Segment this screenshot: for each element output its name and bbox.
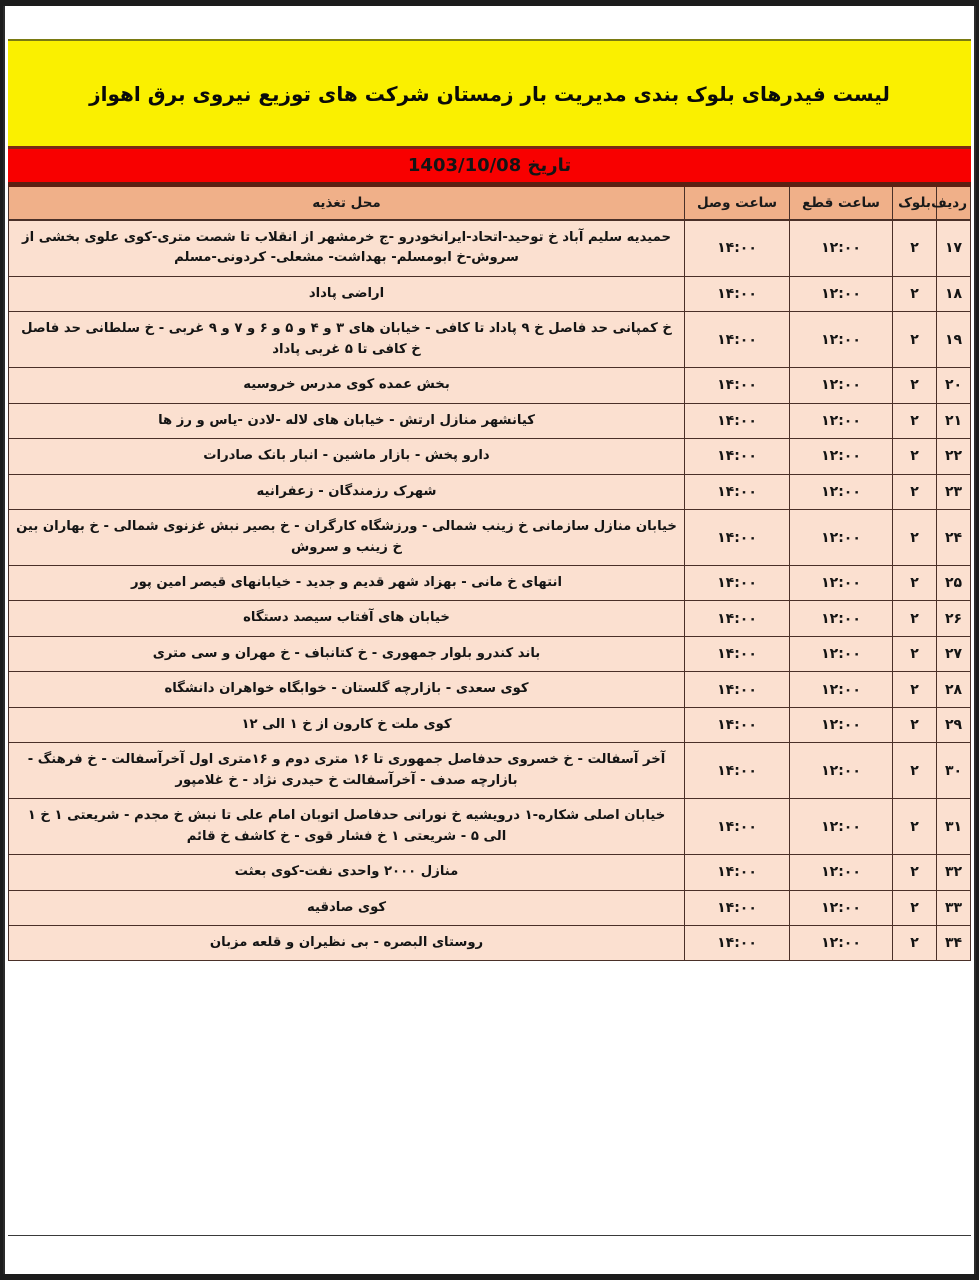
cell-row-number: ۱۷ xyxy=(937,220,971,276)
table-row xyxy=(9,672,971,707)
table-row xyxy=(9,510,971,566)
cell-supply-location: باند کندرو بلوار جمهوری - خ کتانباف - خ مهران و سی متری xyxy=(9,636,685,671)
cell-supply-location: خیابان اصلی شکاره-۱ درویشیه خ نورانی حدفاصل اتوبان امام علی تا نبش خ مجدم - شریعتی ۱ خ ۱ الی ۵ - شریعتی ۱ خ فشار قوی - خ کاشف خ قائم xyxy=(9,799,685,855)
table-row xyxy=(9,925,971,960)
column-header-outage-end: ساعت وصل xyxy=(685,186,790,220)
column-header-block: بلوک xyxy=(893,186,937,220)
title-banner xyxy=(8,39,971,149)
cell-outage-start: ۱۲:۰۰ xyxy=(790,707,893,742)
cell-outage-end: ۱۴:۰۰ xyxy=(685,636,790,671)
cell-block-number: ۲ xyxy=(893,890,937,925)
cell-block-number: ۲ xyxy=(893,368,937,403)
cell-row-number: ۳۰ xyxy=(937,743,971,799)
cell-outage-end: ۱۴:۰۰ xyxy=(685,855,790,890)
cell-row-number: ۳۴ xyxy=(937,925,971,960)
cell-supply-location: بخش عمده کوی مدرس خروسیه xyxy=(9,368,685,403)
cell-block-number: ۲ xyxy=(893,510,937,566)
cell-block-number: ۲ xyxy=(893,403,937,438)
table-row xyxy=(9,368,971,403)
cell-supply-location: کوی ملت خ کارون از خ ۱ الی ۱۲ xyxy=(9,707,685,742)
cell-supply-location: خیابان منازل سازمانی خ زینب شمالی - ورزشگاه کارگران - خ بصیر نبش غزنوی شمالی - خ بهاران بین خ زینب و سروش xyxy=(9,510,685,566)
cell-block-number: ۲ xyxy=(893,707,937,742)
cell-supply-location: شهرک رزمندگان - زعفرانیه xyxy=(9,474,685,509)
cell-row-number: ۱۹ xyxy=(937,312,971,368)
cell-outage-start: ۱۲:۰۰ xyxy=(790,890,893,925)
date-banner xyxy=(8,149,971,185)
cell-outage-start: ۱۲:۰۰ xyxy=(790,601,893,636)
cell-outage-start: ۱۲:۰۰ xyxy=(790,474,893,509)
table-row xyxy=(9,403,971,438)
cell-supply-location: انتهای خ مانی - بهزاد شهر قدیم و جدید - خیابانهای قیصر امین پور xyxy=(9,565,685,600)
cell-supply-location: کیانشهر منازل ارتش - خیابان های لاله -لادن -یاس و رز ها xyxy=(9,403,685,438)
date-label: تاریخ 1403/10/08 xyxy=(407,155,572,176)
cell-block-number: ۲ xyxy=(893,474,937,509)
cell-supply-location: منازل ۲۰۰۰ واحدی نفت-کوی بعثت xyxy=(9,855,685,890)
cell-row-number: ۱۸ xyxy=(937,276,971,311)
cell-row-number: ۲۸ xyxy=(937,672,971,707)
cell-block-number: ۲ xyxy=(893,565,937,600)
table-row xyxy=(9,799,971,855)
table-row xyxy=(9,565,971,600)
cell-outage-start: ۱۲:۰۰ xyxy=(790,220,893,276)
table-row xyxy=(9,601,971,636)
page-title: لیست فیدرهای بلوک بندی مدیریت بار زمستان شرکت های توزیع نیروی برق اهواز xyxy=(89,81,890,106)
cell-block-number: ۲ xyxy=(893,672,937,707)
column-header-row: ردیف xyxy=(937,186,971,220)
top-white-margin xyxy=(5,6,974,39)
cell-supply-location: کوی سعدی - بازارچه گلستان - خوابگاه خواهران دانشگاه xyxy=(9,672,685,707)
cell-block-number: ۲ xyxy=(893,220,937,276)
cell-outage-end: ۱۴:۰۰ xyxy=(685,510,790,566)
table-row xyxy=(9,636,971,671)
cell-outage-end: ۱۴:۰۰ xyxy=(685,925,790,960)
cell-row-number: ۲۰ xyxy=(937,368,971,403)
cell-outage-end: ۱۴:۰۰ xyxy=(685,368,790,403)
cell-outage-end: ۱۴:۰۰ xyxy=(685,672,790,707)
cell-outage-start: ۱۲:۰۰ xyxy=(790,855,893,890)
cell-outage-end: ۱۴:۰۰ xyxy=(685,565,790,600)
bottom-edge-strip xyxy=(0,1274,979,1280)
cell-outage-end: ۱۴:۰۰ xyxy=(685,220,790,276)
cell-supply-location: خیابان های آفتاب سیصد دستگاه xyxy=(9,601,685,636)
cell-supply-location: دارو پخش - بازار ماشین - انبار بانک صادرات xyxy=(9,439,685,474)
column-header-location: محل تغذیه xyxy=(9,186,685,220)
table-row xyxy=(9,707,971,742)
cell-supply-location: اراضی پاداد xyxy=(9,276,685,311)
table-row xyxy=(9,439,971,474)
cell-supply-location: روستای البصره - بی نظیران و قلعه مزبان xyxy=(9,925,685,960)
cell-row-number: ۲۲ xyxy=(937,439,971,474)
cell-outage-end: ۱۴:۰۰ xyxy=(685,403,790,438)
cell-outage-start: ۱۲:۰۰ xyxy=(790,743,893,799)
cell-outage-start: ۱۲:۰۰ xyxy=(790,276,893,311)
cell-outage-end: ۱۴:۰۰ xyxy=(685,601,790,636)
cell-supply-location: خ کمپانی حد فاصل خ ۹ پاداد تا کافی - خیابان های ۳ و ۴ و ۵ و ۶ و ۷ و ۹ غربی - خ سلطانی حد فاصل خ کافی تا ۵ غربی پاداد xyxy=(9,312,685,368)
document-sheet xyxy=(3,6,976,1274)
cell-block-number: ۲ xyxy=(893,743,937,799)
table-row xyxy=(9,474,971,509)
cell-outage-start: ۱۲:۰۰ xyxy=(790,510,893,566)
cell-row-number: ۲۵ xyxy=(937,565,971,600)
cell-outage-end: ۱۴:۰۰ xyxy=(685,439,790,474)
cell-outage-start: ۱۲:۰۰ xyxy=(790,672,893,707)
cell-row-number: ۲۱ xyxy=(937,403,971,438)
column-header-outage-start: ساعت قطع xyxy=(790,186,893,220)
table-row xyxy=(9,220,971,276)
bottom-white-margin xyxy=(8,1235,971,1274)
cell-outage-start: ۱۲:۰۰ xyxy=(790,368,893,403)
cell-outage-end: ۱۴:۰۰ xyxy=(685,474,790,509)
table-body xyxy=(9,220,971,961)
cell-outage-start: ۱۲:۰۰ xyxy=(790,312,893,368)
cell-outage-start: ۱۲:۰۰ xyxy=(790,403,893,438)
cell-block-number: ۲ xyxy=(893,601,937,636)
cell-outage-end: ۱۴:۰۰ xyxy=(685,743,790,799)
cell-block-number: ۲ xyxy=(893,636,937,671)
cell-row-number: ۳۲ xyxy=(937,855,971,890)
cell-supply-location: کوی صادقیه xyxy=(9,890,685,925)
cell-supply-location: آخر آسفالت - خ خسروی حدفاصل جمهوری تا ۱۶ متری دوم و ۱۶متری اول آخرآسفالت - خ فرهنگ - بازارچه صدف - آخرآسفالت خ حیدری نژاد - خ غلامپور xyxy=(9,743,685,799)
table-header-row xyxy=(9,186,971,220)
cell-outage-start: ۱۲:۰۰ xyxy=(790,925,893,960)
cell-block-number: ۲ xyxy=(893,439,937,474)
cell-row-number: ۳۳ xyxy=(937,890,971,925)
cell-block-number: ۲ xyxy=(893,799,937,855)
table-header xyxy=(9,186,971,220)
table-row xyxy=(9,855,971,890)
cell-block-number: ۲ xyxy=(893,925,937,960)
cell-outage-start: ۱۲:۰۰ xyxy=(790,636,893,671)
cell-outage-start: ۱۲:۰۰ xyxy=(790,439,893,474)
cell-block-number: ۲ xyxy=(893,276,937,311)
cell-outage-start: ۱۲:۰۰ xyxy=(790,799,893,855)
cell-block-number: ۲ xyxy=(893,312,937,368)
cell-row-number: ۲۴ xyxy=(937,510,971,566)
table-row xyxy=(9,743,971,799)
schedule-table-wrapper xyxy=(8,185,971,1235)
cell-row-number: ۲۶ xyxy=(937,601,971,636)
cell-outage-end: ۱۴:۰۰ xyxy=(685,707,790,742)
cell-row-number: ۲۹ xyxy=(937,707,971,742)
table-row xyxy=(9,890,971,925)
schedule-table xyxy=(8,185,971,961)
cell-outage-end: ۱۴:۰۰ xyxy=(685,799,790,855)
table-row xyxy=(9,276,971,311)
cell-row-number: ۲۷ xyxy=(937,636,971,671)
cell-outage-end: ۱۴:۰۰ xyxy=(685,276,790,311)
cell-supply-location: حمیدیه سلیم آباد خ توحید-اتحاد-ایرانخودرو -ج خرمشهر از انقلاب تا شصت متری-کوی علوی بخشی از سروش-خ ابومسلم- بهداشت- مشعلی- کردونی-مسلم xyxy=(9,220,685,276)
cell-row-number: ۳۱ xyxy=(937,799,971,855)
cell-row-number: ۲۳ xyxy=(937,474,971,509)
cell-outage-end: ۱۴:۰۰ xyxy=(685,890,790,925)
table-row xyxy=(9,312,971,368)
cell-outage-end: ۱۴:۰۰ xyxy=(685,312,790,368)
cell-outage-start: ۱۲:۰۰ xyxy=(790,565,893,600)
cell-block-number: ۲ xyxy=(893,855,937,890)
